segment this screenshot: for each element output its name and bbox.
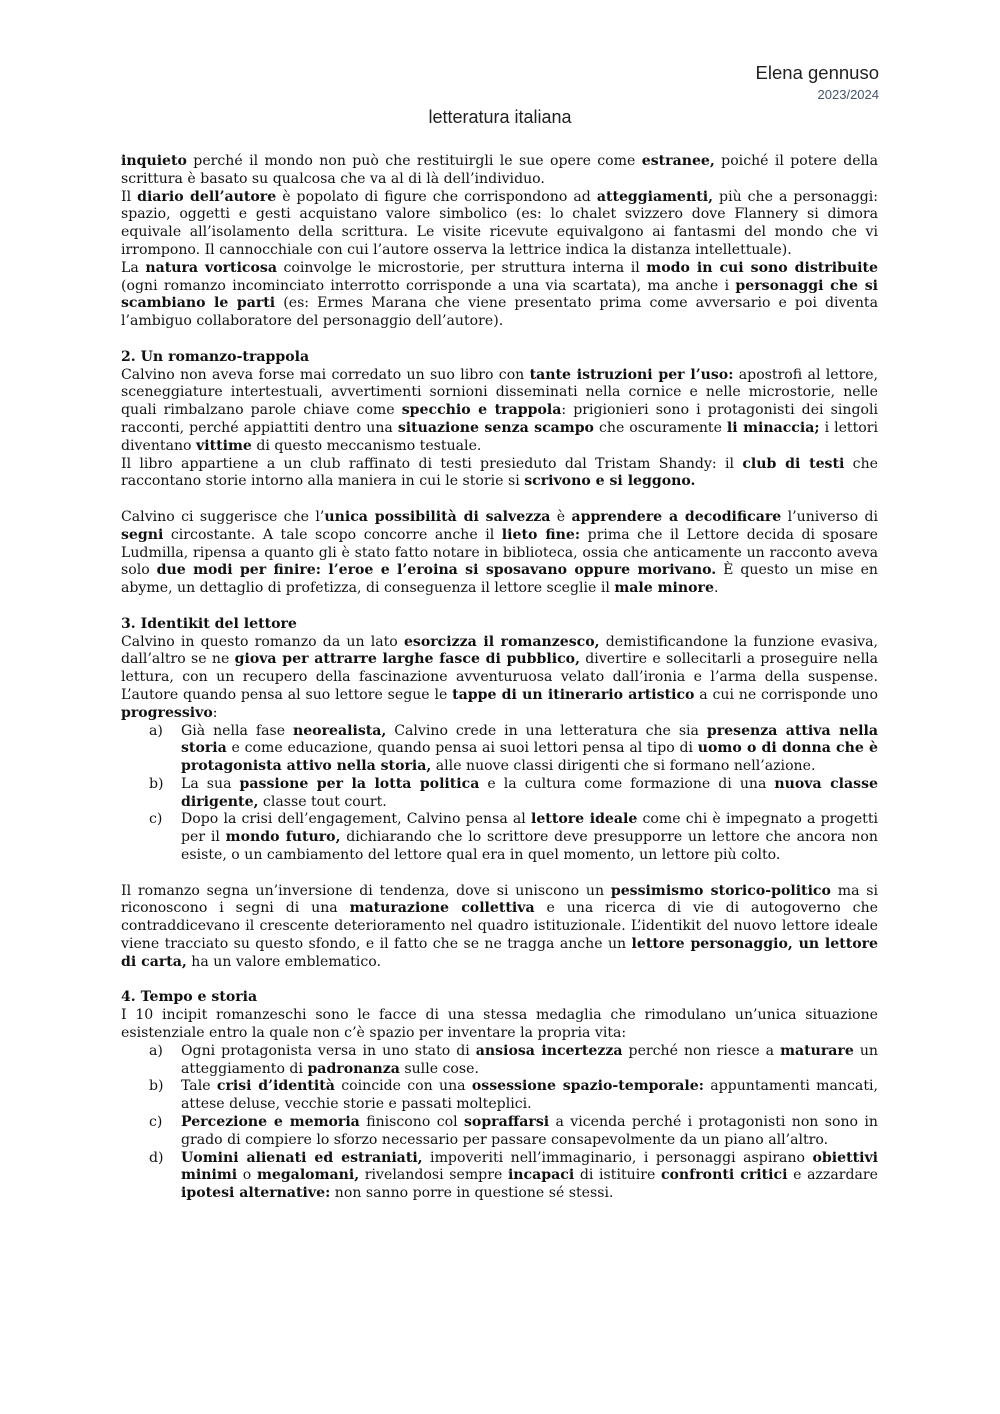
text-run: perché il mondo non può che restituirgli le sue opere come [186,153,642,169]
bold-text: atteggiamenti, [596,188,714,205]
text-run: ma si riconoscono i segni di una [121,882,878,917]
text-run: non sanno porre in questione sé stessi. [330,1185,614,1202]
bold-text: tante istruzioni per l’uso: [529,366,734,383]
author-name: Elena gennuso [755,62,879,83]
text-run: È questo un mise en abyme, un dettaglio di profetizza, di conseguenza il lettore sceglie il [121,562,878,597]
bold-text: unica possibilità di salvezza [324,508,551,525]
text-run: : prigionieri sono i protagonisti dei singoli racconti, perché appiattiti dentro una [121,402,878,436]
text-run: (es: Ermes Marana che viene presentato prima come avversario e poi diventa l’ambiguo collaboratore del personaggio dell’autore). [121,295,878,330]
list-item [121,811,878,864]
list-item [121,723,878,776]
text-run: Calvino in questo romanzo da un lato [121,633,404,650]
bold-text: li minaccia; [726,419,820,436]
list-marker: c) [149,811,163,828]
bold-text: incapaci [507,1167,575,1184]
bold-text: situazione senza scampo [397,419,594,436]
bold-text: uomo o di donna che è protagonista attivo nella storia, [181,740,878,775]
bold-text: maturazione collettiva [349,900,535,917]
text-run: alle nuove classi dirigenti che si formano nell’azione. [431,758,816,775]
text-run: finiscono col [359,1114,464,1131]
bold-text: presenza attiva nella storia [181,722,879,757]
text-run: circostante. A tale scopo concorre anche il [163,526,502,543]
text-run: e azzardare [787,1167,878,1184]
bold-text: confronti critici [660,1167,788,1184]
text-run: Tale [181,1078,217,1095]
paragraph [121,509,878,598]
text-run: di istituire [574,1167,661,1184]
text-run: poiché il potere della scrittura è basato su qualcosa che va al di là dell’individuo. [121,153,878,187]
text-run: che oscuramente [593,419,727,436]
text-run: Calvino non aveva forse mai corredato un suo libro con [121,366,530,383]
bold-text: sopraffarsi [463,1114,550,1131]
text-run: : [212,704,218,721]
bold-text: mondo futuro, [225,829,341,846]
bold-text: esorcizza il romanzesco, [403,633,600,650]
bold-text: obiettivi minimi [181,1149,878,1184]
bold-text: nuova classe dirigente, [181,775,878,810]
text-run: che raccontano storie intorno alla maniera in cui le storie si [121,455,878,490]
section-heading: 2. Un romanzo-trappola [121,348,310,365]
ordered-list [121,1043,878,1203]
paragraph [121,367,878,456]
text-run: Ogni protagonista versa in uno stato di [181,1042,476,1059]
list-item [121,1043,878,1079]
page-header [756,62,879,104]
bold-text: lettore personaggio, un lettore di carta, [121,936,879,970]
bold-text: natura vorticosa [145,259,277,276]
ordered-list [121,723,878,865]
text-run: La sua [181,775,240,792]
text-run: La [121,259,146,276]
text-run: come chi è impegnato a progetti per il [181,811,879,846]
text-run: coinvolge le microstorie, per struttura interna il [276,259,647,276]
text-run: a cui ne corrisponde uno [694,686,878,703]
bold-text: padronanza [307,1060,400,1077]
list-marker: a) [149,722,163,739]
section-heading: 4. Tempo e storia [121,989,258,1006]
text-run: sulle cose. [399,1060,479,1077]
bold-text: segni [121,526,164,543]
text-run: Il romanzo segna un’inversione di tendenza, dove si uniscono un [121,882,611,899]
text-run: divertire e sollecitarli a proseguire nella lettura, con un recupero della fascinazione avventuruosa velato dall’ironia e l’arma della suspense. L’autore quando pensa al suo lettore segue le [121,651,878,703]
bold-text: crisi d’identità [216,1078,335,1095]
bold-text: diario dell’autore [137,188,277,205]
text-run: apostrofi al lettore, sceneggiature intertestuali, avvertimenti sornioni disseminati nella cornice e nelle microstorie, nelle quali rimbalzano parole chiave come [121,366,879,419]
bold-text: due modi per finire: l’eroe e l’eroina si sposavano oppure morivano. [156,562,717,579]
bold-text: progressivo [121,704,213,721]
bold-text: ossessione spazio-temporale: [471,1078,704,1095]
subject-title: letteratura italiana [428,107,572,127]
paragraph [121,153,878,189]
text-run: Calvino ci suggerisce che l’ [121,508,325,525]
list-marker: b) [149,775,164,792]
text-run: i lettori diventano [121,419,878,454]
bold-text: Percezione e memoria [181,1114,360,1131]
text-run: o [237,1167,257,1184]
text-run: Già nella fase [181,722,293,739]
bold-text: inquieto [121,153,187,169]
list-item [121,776,878,812]
bold-text: giova per attrarre larghe fasce di pubblico, [234,651,580,668]
bold-text: tappe di un itinerario artistico [452,686,695,703]
text-run: e come educazione, quando pensa ai suoi lettori pensa al tipo di [226,740,698,757]
text-run: Il libro appartiene a un club raffinato di testi presieduto dal Tristam Shandy: il [121,455,743,472]
bold-text: neorealista, [292,722,387,739]
text-run: prima che il Lettore decida di sposare Ludmilla, ripensa a quanto gli è stato fatto notare in biblioteca, ossia che anticamente un racconto aveva solo [121,526,878,579]
bold-text: club di testi [742,455,845,472]
list-item [121,1114,878,1150]
text-run: dichiarando che lo scrittore deve presupporre un lettore che ancora non esiste, o un cambiamento del lettore qual era in quel momento, un lettore più colto. [181,829,878,864]
section-heading: 3. Identikit del lettore [121,615,297,632]
bold-text: lettore ideale [530,811,638,828]
text-run: è [550,508,572,525]
text-run: demistificandone la funzione evasiva, dall’altro se ne [121,633,879,668]
bold-text: ipotesi alternative: [181,1185,331,1202]
bold-text: Uomini alienati ed estraniati, [181,1149,423,1166]
academic-year: 2023/2024 [817,87,879,102]
paragraph [121,634,878,723]
text-run: . [713,580,719,597]
text-run: appuntamenti mancati, attese deluse, vecchie storie e passati molteplici. [181,1078,878,1113]
document-body [121,153,878,1203]
text-run: Calvino crede in una letteratura che sia [386,722,707,739]
text-run: (ogni romanzo incominciato interrotto corrisponde a una via scartata), ma anche i [121,277,736,294]
bold-text: male minore [614,580,714,597]
text-run: più che a personaggi: spazio, oggetti e gesti acquistano valore simbolico (es: lo chalet svizzero dove Flannery si dimora equivale all’isolamento della scrittura. Le visite ricevute equivalgono ai fantasmi del mondo che vi irrompono. Il cannocchiale con cui l’autore osserva la lettrice indica la distanza intellettuale). [121,188,879,258]
text-run: ha un valore emblematico. [186,953,381,970]
text-run: perché non riesce a [622,1042,781,1059]
text-run: Il [121,188,138,205]
bold-text: maturare [780,1042,854,1059]
bold-text: personaggi che si scambiano le parti [121,277,878,312]
text-run: e una ricerca di vie di autogoverno che contraddicevano il crescente deterioramento nel quadro istituzionale. L’identikit del nuovo lettore ideale viene tracciato su questo sfondo, e il fatto che se ne tragga anche un [121,900,878,953]
bold-text: megalomani, [256,1167,360,1184]
text-run: rivelandosi sempre [359,1167,508,1184]
paragraph [121,456,878,492]
list-marker: c) [149,1114,163,1131]
list-marker: a) [149,1042,163,1059]
paragraph [121,189,878,260]
bold-text: passione per la lotta politica [239,775,480,792]
paragraph [121,883,878,972]
bold-text: pessimismo storico-politico [610,882,831,899]
text-run: di questo meccanismo testuale. [251,437,482,454]
bold-text: scrivono e si leggono. [524,473,696,490]
text-run: coincide con una [334,1078,472,1095]
bold-text: specchio e trappola [401,402,562,419]
bold-text: modo in cui sono distribuite [646,259,878,276]
list-item [121,1078,878,1114]
text-run: impoveriti nell’immaginario, i personaggi aspirano [422,1149,813,1166]
bold-text: estranee, [641,153,715,169]
text-run: è popolato di figure che corrispondono ad [276,188,597,205]
paragraph [121,1007,878,1043]
list-marker: d) [149,1149,164,1166]
paragraph [121,260,878,331]
text-run: classe tout court. [258,793,387,810]
text-run: e la cultura come formazione di una [479,775,775,792]
bold-text: vittime [196,437,252,454]
bold-text: lieto fine: [501,526,581,543]
text-run: Dopo la crisi dell’engagement, Calvino pensa al [181,811,531,828]
list-item [121,1150,878,1203]
bold-text: ansiosa incertezza [475,1042,623,1059]
bold-text: apprendere a decodificare [571,508,782,525]
text-run: a vicenda perché i protagonisti non sono in grado di compiere lo sforzo necessario per passare consapevolmente da un piano all’altro. [181,1114,878,1148]
text-run: I 10 incipit romanzeschi sono le facce di una stessa medaglia che rimodulano un’unica situazione esistenziale entro la quale non c’è spazio per inventare la propria vita: [121,1007,878,1042]
list-marker: b) [149,1078,164,1095]
text-run: l’universo di [781,508,878,525]
text-run: un atteggiamento di [181,1042,879,1077]
